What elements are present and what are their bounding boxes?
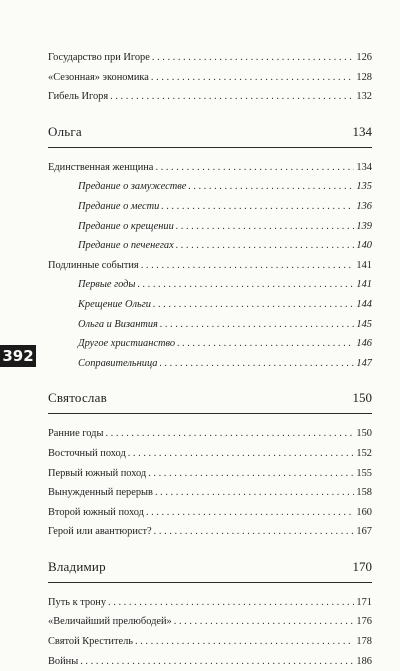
dot-leader: [146, 503, 354, 523]
dot-leader: [80, 652, 354, 671]
entry-title: Другое христианство: [78, 338, 176, 350]
dot-leader: [141, 256, 355, 276]
toc-entry: [48, 68, 372, 88]
entry-page-number: 145: [356, 318, 372, 330]
chapter-title: Святослав: [48, 390, 107, 406]
table-of-contents: [48, 48, 372, 671]
entry-title: Ольга и Византия: [78, 318, 158, 330]
entry-page-number: 132: [356, 91, 372, 103]
entry-page-number: 158: [356, 487, 372, 499]
toc-entry: [48, 612, 372, 632]
entry-page-number: 140: [356, 240, 372, 252]
entry-page-number: 126: [356, 52, 372, 63]
chapter-spacer: [48, 583, 372, 593]
entry-page-number: 176: [356, 616, 372, 628]
dot-leader: [160, 315, 355, 335]
dot-leader: [148, 464, 354, 484]
entry-title: Государство при Игоре: [48, 52, 150, 63]
chapter-page-number: 170: [352, 558, 372, 574]
toc-entry: [48, 256, 372, 276]
entry-page-number: 147: [356, 357, 372, 369]
entry-page-number: 144: [356, 298, 372, 310]
entry-page-number: 128: [356, 71, 372, 83]
toc-entry: [48, 483, 372, 503]
chapter-title: Владимир: [48, 558, 106, 574]
chapter-spacer: [48, 107, 372, 117]
entry-title: Войны: [48, 655, 79, 667]
toc-subentry: [48, 334, 372, 354]
dot-leader: [176, 236, 355, 256]
dot-leader: [188, 177, 354, 197]
chapter-heading: [48, 552, 372, 583]
toc-entry: [48, 444, 372, 464]
dot-leader: [108, 593, 354, 613]
dot-leader: [151, 68, 354, 88]
toc-subentry: [48, 315, 372, 335]
entry-page-number: 141: [356, 279, 372, 291]
chapter-page-number: 134: [352, 123, 372, 139]
entry-title: «Сезонная» экономика: [48, 71, 149, 83]
chapter-spacer: [48, 542, 372, 552]
toc-entry: [48, 522, 372, 542]
toc-entry: [48, 48, 372, 68]
entry-title: Второй южный поход: [48, 506, 144, 518]
entry-page-number: 139: [356, 220, 372, 232]
entry-page-number: 155: [356, 467, 372, 479]
dot-leader: [161, 197, 354, 217]
entry-page-number: 134: [356, 161, 372, 173]
dot-leader: [176, 217, 355, 237]
dot-leader: [135, 632, 354, 652]
entry-title: Гибель Игоря: [48, 91, 109, 103]
entry-title: Вынужденный перерыв: [48, 487, 153, 499]
toc-subentry: [48, 177, 372, 197]
chapter-title: Ольга: [48, 123, 82, 139]
entry-page-number: 146: [356, 338, 372, 350]
entry-title: Восточный поход: [48, 447, 126, 459]
entry-title: Ранние годы: [48, 428, 104, 440]
entry-page-number: 186: [356, 655, 372, 667]
toc-entry: [48, 503, 372, 523]
dot-leader: [152, 48, 355, 68]
toc-subentry: [48, 217, 372, 237]
chapter-heading: [48, 117, 372, 148]
dot-leader: [155, 158, 354, 178]
entry-page-number: 135: [356, 181, 372, 193]
entry-page-number: 171: [356, 596, 372, 608]
toc-entry: [48, 464, 372, 484]
toc-subentry: [48, 275, 372, 295]
toc-subentry: [48, 295, 372, 315]
dot-leader: [110, 87, 354, 107]
entry-page-number: 136: [356, 200, 372, 212]
entry-title: Единственная женщина: [48, 161, 154, 173]
chapter-spacer: [48, 373, 372, 383]
dot-leader: [174, 612, 355, 632]
entry-title: Подлинные события: [48, 259, 139, 271]
dot-leader: [137, 275, 354, 295]
entry-title: «Величайший прелюбодей»: [48, 616, 172, 628]
entry-title: Предание о печенегах: [78, 240, 174, 252]
entry-title: Святой Креститель: [48, 636, 134, 648]
entry-page-number: 167: [356, 526, 372, 538]
dot-leader: [128, 444, 355, 464]
dot-leader: [177, 334, 354, 354]
entry-page-number: 178: [356, 636, 372, 648]
entry-title: Предание о мести: [78, 200, 160, 212]
dot-leader: [159, 354, 354, 374]
chapter-page-number: 150: [352, 390, 372, 406]
entry-page-number: 160: [356, 506, 372, 518]
page-number: 392: [0, 345, 36, 367]
chapter-spacer: [48, 414, 372, 424]
toc-entry: [48, 632, 372, 652]
entry-title: Путь к трону: [48, 596, 107, 608]
entry-title: Первый южный поход: [48, 467, 147, 479]
entry-page-number: 141: [356, 259, 372, 271]
entry-title: Первые годы: [78, 279, 136, 291]
toc-entry: [48, 593, 372, 613]
chapter-spacer: [48, 148, 372, 158]
toc-subentry: [48, 236, 372, 256]
toc-entry: [48, 652, 372, 671]
entry-page-number: 152: [356, 447, 372, 459]
toc-subentry: [48, 354, 372, 374]
dot-leader: [153, 295, 354, 315]
toc-entry: [48, 424, 372, 444]
dot-leader: [154, 522, 355, 542]
entry-page-number: 150: [356, 428, 372, 440]
entry-title: Предание о крещении: [78, 220, 174, 232]
dot-leader: [105, 424, 354, 444]
toc-subentry: [48, 197, 372, 217]
entry-title: Крещение Ольги: [78, 298, 151, 310]
toc-entry: [48, 87, 372, 107]
toc-entry: [48, 158, 372, 178]
entry-title: Предание о замужестве: [78, 181, 187, 193]
chapter-heading: [48, 383, 372, 414]
entry-title: Соправительница: [78, 357, 158, 369]
dot-leader: [155, 483, 354, 503]
entry-title: Герой или авантюрист?: [48, 526, 152, 538]
